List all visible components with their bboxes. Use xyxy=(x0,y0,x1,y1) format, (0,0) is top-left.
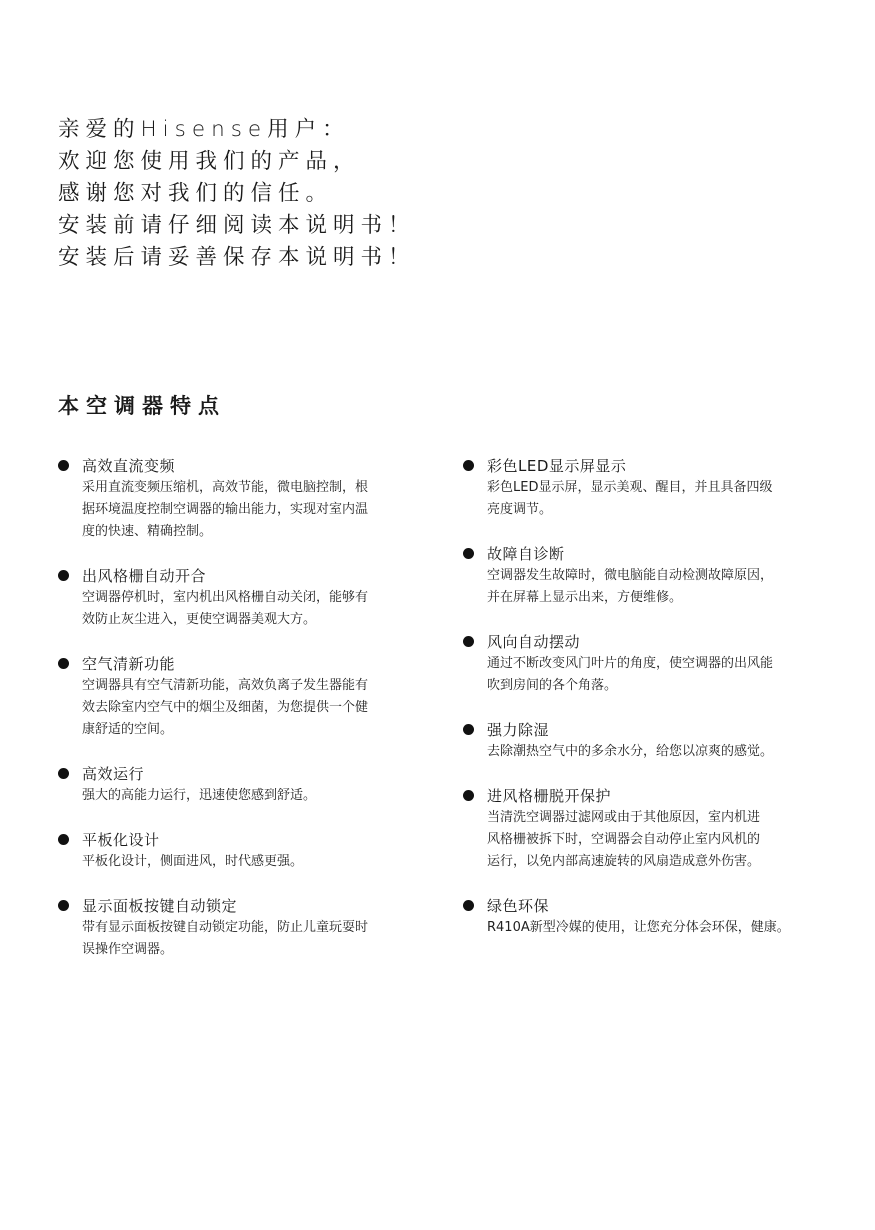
features-left-column xyxy=(58,455,428,961)
features-right-column xyxy=(463,455,863,939)
feature-description-line: 亮度调节。 xyxy=(487,502,553,517)
feature-description xyxy=(487,565,863,609)
feature-description-line: 去除潮热空气中的多余水分，给您以凉爽的感觉。 xyxy=(487,744,774,759)
feature-description xyxy=(487,477,863,521)
features-title: 本空调器特点 xyxy=(58,394,226,418)
feature-item xyxy=(58,895,428,961)
feature-item xyxy=(463,543,863,609)
feature-description xyxy=(487,653,863,697)
feature-description-line: 彩色LED显示屏，显示美观、醒目，并且具备四级 xyxy=(487,480,773,495)
bullet-icon xyxy=(58,658,69,669)
feature-title: 风向自动摆动 xyxy=(487,633,581,651)
feature-item xyxy=(58,653,428,741)
feature-description-line: 风格栅被拆下时，空调器会自动停止室内风机的 xyxy=(487,832,761,847)
feature-description-line: 平板化设计，侧面进风，时代感更强。 xyxy=(82,854,304,869)
feature-description-line: 效去除室内空气中的烟尘及细菌，为您提供一个健 xyxy=(82,700,369,715)
feature-description-line: 强大的高能力运行，迅速使您感到舒适。 xyxy=(82,788,317,803)
feature-description-line: 并在屏幕上显示出来，方便维修。 xyxy=(487,590,683,605)
feature-item xyxy=(58,455,428,543)
feature-title: 高效运行 xyxy=(82,765,145,783)
feature-description xyxy=(82,675,428,741)
feature-description xyxy=(487,917,863,939)
feature-item xyxy=(58,763,428,807)
bullet-icon xyxy=(58,570,69,581)
feature-title: 彩色LED显示屏显示 xyxy=(487,457,627,475)
feature-description xyxy=(82,785,428,807)
greeting-line-keep-after: 安装后请妥善保存本说明书！ xyxy=(58,245,416,270)
bullet-icon xyxy=(463,548,474,559)
feature-description xyxy=(82,851,428,873)
bullet-icon xyxy=(463,900,474,911)
bullet-icon xyxy=(463,636,474,647)
feature-description-line: 运行，以免内部高速旋转的风扇造成意外伤害。 xyxy=(487,854,761,869)
feature-item xyxy=(58,829,428,873)
feature-description-line: R410A新型冷媒的使用，让您充分体会环保，健康。 xyxy=(487,920,790,935)
feature-item xyxy=(463,631,863,697)
feature-title: 空气清新功能 xyxy=(82,655,176,673)
feature-description xyxy=(487,807,863,873)
greeting-line-welcome: 欢迎您使用我们的产品， xyxy=(58,149,361,174)
feature-title: 高效直流变频 xyxy=(82,457,176,475)
feature-description-line: 度的快速、精确控制。 xyxy=(82,524,213,539)
bullet-icon xyxy=(463,460,474,471)
bullet-icon xyxy=(58,460,69,471)
feature-description-line: 通过不断改变风门叶片的角度，使空调器的出风能 xyxy=(487,656,774,671)
bullet-icon xyxy=(58,900,69,911)
greeting-line-thanks: 感谢您对我们的信任。 xyxy=(58,181,334,206)
feature-description xyxy=(82,917,428,961)
feature-item xyxy=(463,719,863,763)
feature-description-line: 空调器停机时，室内机出风格栅自动关闭，能够有 xyxy=(82,590,369,605)
feature-title: 绿色环保 xyxy=(487,897,550,915)
feature-description-line: 采用直流变频压缩机，高效节能，微电脑控制，根 xyxy=(82,480,369,495)
greeting-line-read-before: 安装前请仔细阅读本说明书！ xyxy=(58,213,416,238)
feature-title: 出风格栅自动开合 xyxy=(82,567,207,585)
greeting-line-salutation: 亲爱的Hisense用户： xyxy=(58,117,350,142)
greeting-block xyxy=(58,114,818,274)
bullet-icon xyxy=(463,790,474,801)
feature-description-line: 当清洗空调器过滤网或由于其他原因，室内机进 xyxy=(487,810,761,825)
feature-description-line: 吹到房间的各个角落。 xyxy=(487,678,618,693)
feature-description-line: 空调器发生故障时，微电脑能自动检测故障原因， xyxy=(487,568,774,583)
feature-description-line: 误操作空调器。 xyxy=(82,942,174,957)
feature-item xyxy=(463,455,863,521)
feature-description xyxy=(82,587,428,631)
feature-title: 显示面板按键自动锁定 xyxy=(82,897,238,915)
bullet-icon xyxy=(58,768,69,779)
feature-description-line: 据环境温度控制空调器的输出能力，实现对室内温 xyxy=(82,502,369,517)
feature-description xyxy=(487,741,863,763)
feature-description-line: 效防止灰尘进入，更使空调器美观大方。 xyxy=(82,612,317,627)
feature-title: 故障自诊断 xyxy=(487,545,565,563)
feature-description-line: 康舒适的空间。 xyxy=(82,722,174,737)
feature-item xyxy=(463,785,863,873)
feature-title: 平板化设计 xyxy=(82,831,160,849)
feature-description xyxy=(82,477,428,543)
feature-item xyxy=(58,565,428,631)
bullet-icon xyxy=(58,834,69,845)
feature-title: 强力除湿 xyxy=(487,721,550,739)
feature-description-line: 带有显示面板按键自动锁定功能，防止儿童玩耍时 xyxy=(82,920,369,935)
bullet-icon xyxy=(463,724,474,735)
feature-item xyxy=(463,895,863,939)
feature-description-line: 空调器具有空气清新功能，高效负离子发生器能有 xyxy=(82,678,369,693)
feature-title: 进风格栅脱开保护 xyxy=(487,787,612,805)
